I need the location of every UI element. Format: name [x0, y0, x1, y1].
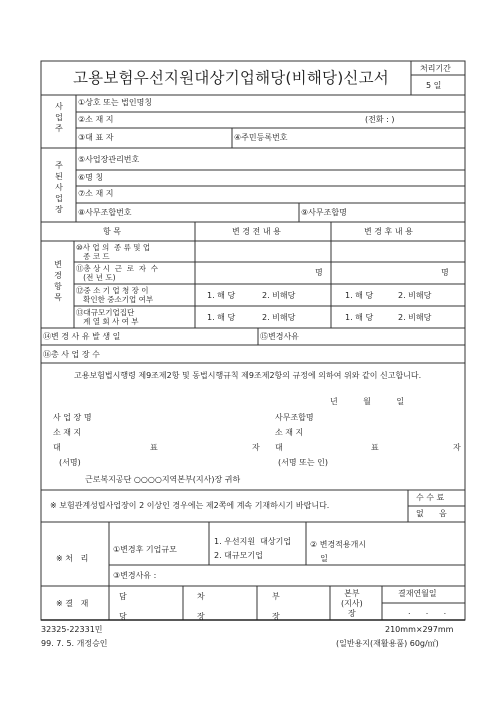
- worker-count-after-unit: 명: [441, 268, 449, 277]
- declaration-date: 년 월 일: [330, 397, 405, 406]
- row-sme-label: ⑫중 소 기 업 청 장 이 확인한 중소기업 여부: [76, 286, 154, 304]
- union-rep-label-a: 대: [275, 443, 283, 452]
- union-name-label: ⑨사무조합명: [301, 208, 347, 217]
- employer-side-label: 사업주: [55, 102, 63, 133]
- total-sites-label: ⑯총 사 업 장 수: [43, 350, 100, 359]
- scale-option-large[interactable]: 2. 대규모기업: [214, 551, 263, 560]
- site-address-label: 소 재 지: [53, 428, 82, 437]
- approval-side-label: ※ 결 재: [56, 599, 89, 608]
- site-name-label: 사 업 장 명: [53, 413, 92, 422]
- employer-phone-label: (전화 : ): [365, 115, 395, 124]
- union-no-label: ⑧사무조합번호: [78, 208, 132, 217]
- approval-head: 본부 (지사) 장: [341, 589, 363, 618]
- addressee: 근로복지공단 ○○○○지역본부(지사)장 귀하: [85, 475, 241, 484]
- sme-after-option-no[interactable]: 2. 비해당: [398, 291, 432, 300]
- affiliate-before-option-yes[interactable]: 1. 해 당: [207, 313, 236, 322]
- form-approval-date: 99. 7. 5. 개정승인: [41, 639, 108, 648]
- site-rep-label-c: 자: [252, 443, 260, 452]
- site-rep-label-b: 표: [150, 443, 158, 452]
- change-reason-label: ⑮변경사유: [260, 332, 299, 341]
- union-address-sign-label: 소 재 지: [275, 428, 304, 437]
- company-name-label: ①상호 또는 법인명칭: [78, 98, 153, 107]
- form-number: 32325-22331민: [41, 625, 103, 634]
- col-before-header: 변 경 전 내 용: [232, 227, 281, 236]
- site-rep-label-a: 대: [53, 443, 61, 452]
- row-affiliate-label: ⑬대규모기업집단 계 열 회 사 여 부: [76, 308, 139, 326]
- processing-period-label: 처리기간: [420, 64, 451, 73]
- union-rep-label-b: 표: [371, 443, 379, 452]
- approval-deputy: 차 장: [197, 592, 205, 621]
- form-title: 고용보험우선지원대상기업해당(비해당)신고서: [73, 69, 389, 87]
- union-rep-seal: (서명 또는 인): [278, 458, 328, 467]
- union-rep-label-c: 자: [453, 443, 461, 452]
- processing-period-value: 5 일: [426, 81, 442, 90]
- site-rep-seal: (서명): [59, 458, 81, 467]
- mgmt-no-label: ⑤사업장관리번호: [78, 155, 140, 164]
- worker-count-before-unit: 명: [315, 268, 323, 277]
- col-item-header: 항 목: [103, 227, 121, 236]
- paper-type: (일반용지(재활용품) 60g/㎡): [336, 639, 439, 648]
- workplace-side-label: 주된사업장: [55, 161, 63, 214]
- change-date-label: ⑭변 경 사 유 발 생 일: [43, 332, 121, 341]
- approval-manager: 부 장: [272, 592, 280, 621]
- col-after-header: 변 경 후 내 용: [364, 227, 413, 236]
- workplace-address-label: ⑦소 재 지: [78, 189, 114, 198]
- affiliate-after-option-yes[interactable]: 1. 해 당: [345, 313, 374, 322]
- changes-side-label: 변경항목: [54, 260, 62, 302]
- row-worker-count-label: ⑪총 상 시 근 로 자 수 (전 년 도): [76, 264, 159, 282]
- sme-before-option-yes[interactable]: 1. 해 당: [207, 291, 236, 300]
- processing-reason-label: ③변경사유 :: [113, 571, 157, 580]
- approval-staff: 담 당: [119, 592, 127, 621]
- workplace-name-label: ⑥명 칭: [78, 173, 104, 182]
- apply-start-date-label: ② 변경적용개시 일: [310, 540, 367, 563]
- sme-before-option-no[interactable]: 2. 비해당: [262, 291, 296, 300]
- fee-value: 없 음: [416, 509, 447, 518]
- sme-after-option-yes[interactable]: 1. 해 당: [345, 291, 374, 300]
- affiliate-before-option-no[interactable]: 2. 비해당: [262, 313, 296, 322]
- employer-id-label: ④주민등록번호: [234, 133, 288, 142]
- row-business-type-label: ⑩사 업 의 종 류 및 업 종 코 드: [76, 243, 151, 261]
- notice-text: ※ 보험관계성립사업장이 2 이상인 경우에는 제2쪽에 계속 기재하시기 바랍니다.: [50, 501, 330, 510]
- scale-option-priority[interactable]: 1. 우선지원 대상기업: [214, 537, 292, 546]
- approval-date-label: 결재연월일: [398, 589, 437, 598]
- approval-date-value: . . .: [408, 607, 447, 616]
- fee-label: 수 수 료: [416, 493, 445, 502]
- processing-side-label: ※ 처 리: [56, 554, 89, 563]
- union-name-sign-label: 사무조합명: [275, 413, 314, 422]
- declaration-text: 고용보험법시행령 제9조제2항 및 동법시행규칙 제9조제2항의 규정에 의하여 위와 같이 신고합니다.: [74, 371, 422, 380]
- affiliate-after-option-no[interactable]: 2. 비해당: [398, 313, 432, 322]
- employer-address-label: ②소 재 지: [78, 115, 114, 124]
- employer-rep-label: ③대 표 자: [78, 133, 114, 142]
- paper-size: 210mm×297mm: [385, 625, 454, 634]
- post-change-scale-label: ①변경후 기업규모: [113, 545, 177, 554]
